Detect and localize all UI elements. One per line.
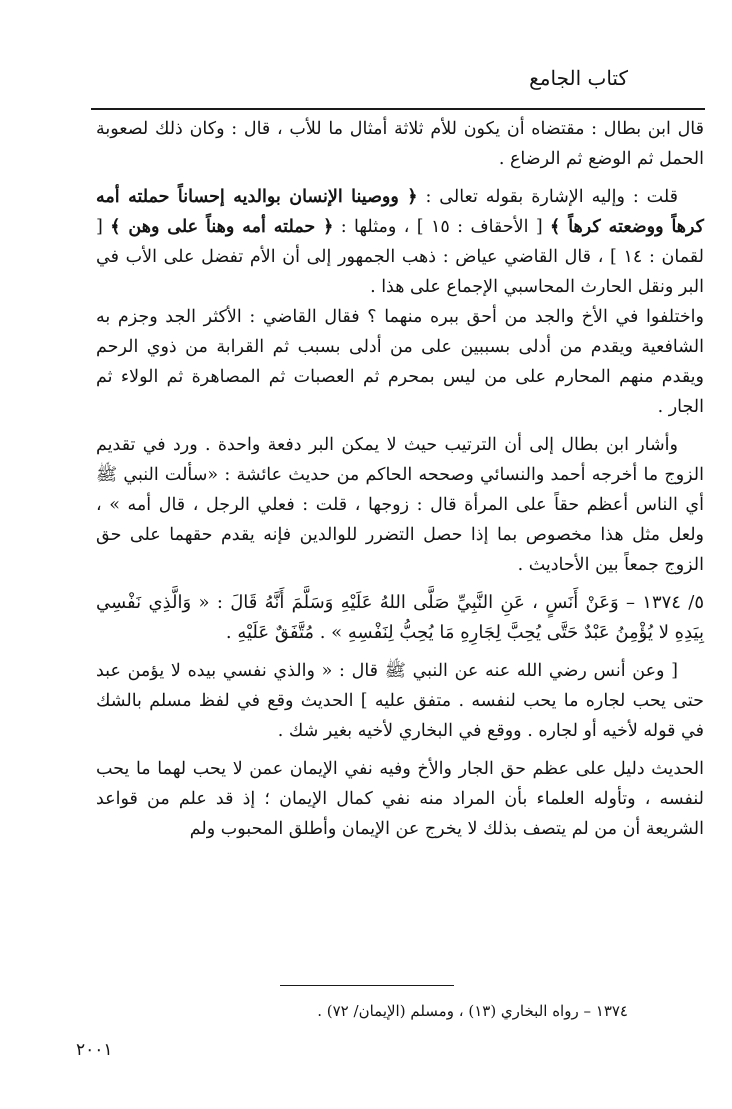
paragraph-husband: وأشار ابن بطال إلى أن الترتيب حيث لا يمكن البر دفعة واحدة . ورد في تقديم الزوج ما أخرجه أحمد والنسائي وصححه الحاكم من حديث عائشة : «سألت النبي ﷺ أي الناس أعظم حقاً على المرأة قال : زوجها ، قلت : فعلي الرجل ، قال أمه » ، ولعل مثل هذا مخصوص بما إذا حصل التضرر للوالدين فإنه يقدم حقهما على حق الزوج جمعاً بين الأحاديث . bbox=[96, 435, 704, 575]
main-text bbox=[96, 114, 704, 844]
header-rule bbox=[91, 108, 705, 110]
page-number: ٢٠٠١ bbox=[76, 1040, 113, 1060]
paragraph-disagreement: واختلفوا في الأخ والجد من أحق ببره منهما ؟ فقال القاضي : الأكثر الجد وجزم به الشافعية ويقدم من أدلى بسببين على من أدلى بسبب ثم القرابة من ذوي الرحم ويقدم منهم المحارم على من ليس بمحرم ثم العصبات ثم المصاهرة ثم الولاء ثم الجار . bbox=[96, 307, 704, 417]
paragraph-explanation: الحديث دليل على عظم حق الجار والأخ وفيه نفي الإيمان عمن لا يحب لهما ما يحب لنفسه ، وتأوله العلماء بأن المراد منه نفي كمال الإيمان ؛ إذ قد علم من قواعد الشريعة أن من لم يتصف بذلك لا يخرج عن الإيمان وأطلق المحبوب ولم bbox=[96, 759, 704, 839]
verse-citation-text: [ الأحقاف : ١٥ ] ، ومثلها : bbox=[333, 217, 551, 237]
quran-verse-luqman: ﴿ حملته أمه وهناً على وهن ﴾ bbox=[110, 217, 334, 237]
hadith-1374: ٥/ ١٣٧٤ – وَعَنْ أَنَسٍ ، عَنِ النَّبِيِّ صَلَّى اللهُ عَلَيْهِ وَسَلَّمَ أَنَّهُ قَالَ : « وَالَّذِي نَفْسِي بِيَدِهِ لا يُؤْمِنُ عَبْدٌ حَتَّى يُحِبَّ لِجَارِهِ مَا يُحِبُّ لِنَفْسِهِ » . مُتَّفَقٌ عَلَيْهِ . bbox=[96, 592, 704, 643]
running-title: كتاب الجامع bbox=[529, 66, 628, 90]
paragraph-verses bbox=[96, 182, 704, 302]
verses-continuation-text: [ لقمان : ١٤ ] ، قال القاضي عياض : ذهب الجمهور إلى أن الأم تفضل على الأب في البر ونقل الحارث المحاسبي الإجماع على هذا . bbox=[96, 217, 704, 297]
quran-verse-ahqaf: ﴿ ووصينا الإنسان بوالديه إحساناً حملته أمه كرهاً ووضعته كرهاً ﴾ bbox=[96, 187, 705, 237]
paragraph-ibn-battal: قال ابن بطال : مقتضاه أن يكون للأم ثلاثة أمثال ما للأب ، قال : وكان ذلك لصعوبة الحمل ثم الوضع ثم الرضاع . bbox=[96, 119, 704, 169]
paragraph-hadith-commentary: [ وعن أنس رضي الله عنه عن النبي ﷺ قال : « والذي نفسي بيده لا يؤمن عبد حتى يحب لجاره ما يحب لنفسه . متفق عليه ] الحديث وقع في لفظ مسلم بالشك في قوله لأخيه أو لجاره . ووقع في البخاري لأخيه بغير شك . bbox=[96, 661, 704, 741]
footnote-1374: ١٣٧٤ – رواه البخاري (١٣) ، ومسلم (الإيمان/ ٧٢) . bbox=[317, 1002, 628, 1020]
footnote-rule bbox=[280, 985, 454, 986]
verses-intro-text: قلت : وإليه الإشارة بقوله تعالى : bbox=[417, 187, 678, 207]
